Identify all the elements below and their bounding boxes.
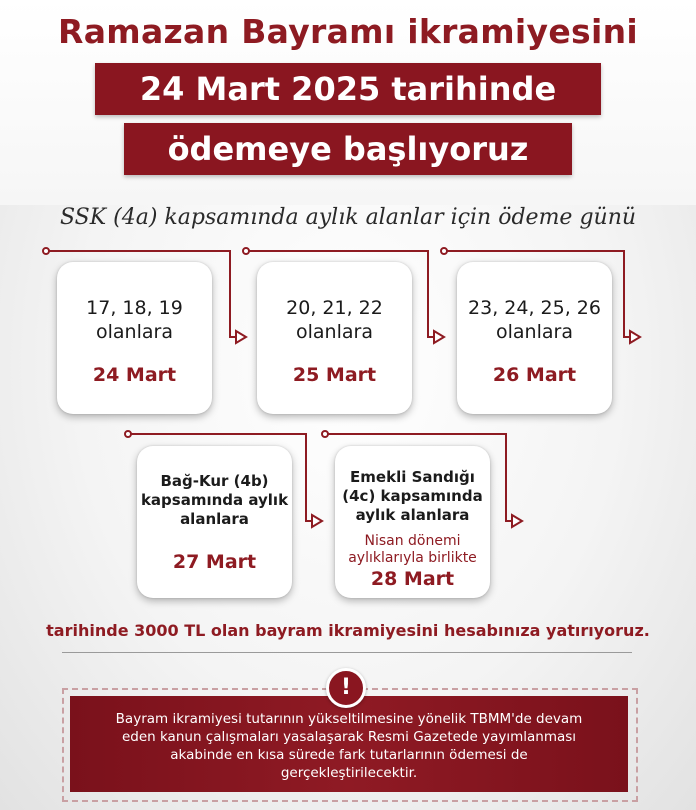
- exclamation-icon: !: [326, 668, 366, 708]
- card-date: 26 Mart: [492, 364, 577, 386]
- connector-node: [441, 248, 447, 254]
- card-note: Nisan dönemi: [364, 533, 461, 549]
- card-group: (4c) kapsamında: [342, 487, 483, 505]
- connector-node: [43, 248, 49, 254]
- card-days: 17, 18, 19: [86, 297, 183, 319]
- card-date: 25 Mart: [292, 364, 377, 386]
- arrow-icon: [312, 515, 322, 527]
- card-group: alanlara: [180, 510, 249, 528]
- connector-node: [322, 431, 328, 437]
- divider: [62, 652, 632, 653]
- card-group: aylık alanlara: [355, 506, 470, 524]
- subtitle: SSK (4a) kapsamında aylık alanlar için ödeme günü: [59, 205, 637, 230]
- connector-node: [125, 431, 131, 437]
- card-note: aylıklarıyla birlikte: [348, 550, 477, 566]
- connector-node: [243, 248, 249, 254]
- card-days: 23, 24, 25, 26: [468, 297, 601, 319]
- arrow-icon: [236, 331, 246, 343]
- card-group: Bağ-Kur (4b): [160, 472, 269, 490]
- card-days-suffix: olanlara: [496, 321, 573, 343]
- headline-date: 24 Mart 2025 tarihinde: [95, 63, 601, 115]
- card-group: Emekli Sandığı: [350, 468, 475, 486]
- payment-card-emekli-sandigi: [335, 446, 490, 598]
- card-days: 20, 21, 22: [286, 297, 383, 319]
- payment-card-1: [57, 262, 212, 414]
- card-date: 27 Mart: [172, 551, 257, 573]
- headline: Ramazan Bayramı ikramiyesini: [58, 12, 638, 51]
- arrow-icon: [512, 515, 522, 527]
- arrow-icon: [630, 331, 640, 343]
- notice-line: gerçekleştirilecektir.: [280, 765, 418, 781]
- card-date: 24 Mart: [92, 364, 177, 386]
- card-group: kapsamında aylık: [140, 491, 289, 509]
- card-days-suffix: olanlara: [296, 321, 373, 343]
- card-days-suffix: olanlara: [96, 321, 173, 343]
- payment-card-3: [457, 262, 612, 414]
- payment-card-bagkur: [137, 446, 292, 598]
- card-date: 28 Mart: [370, 568, 455, 590]
- notice-line: eden kanun çalışmaları yasalaşarak Resmi Gazetede yayımlanması: [121, 729, 577, 745]
- payment-card-2: [257, 262, 412, 414]
- arrow-icon: [434, 331, 444, 343]
- notice-line: Bayram ikramiyesi tutarının yükseltilmesine yönelik TBMM'de devam: [115, 711, 583, 727]
- footer-text: tarihinde 3000 TL olan bayram ikramiyesini hesabınıza yatırıyoruz.: [46, 621, 650, 640]
- notice-box: [70, 696, 628, 792]
- headline-payment: ödemeye başlıyoruz: [124, 123, 572, 175]
- notice-line: akabinde en kısa sürede fark tutarlarının ödemesi de: [170, 747, 528, 763]
